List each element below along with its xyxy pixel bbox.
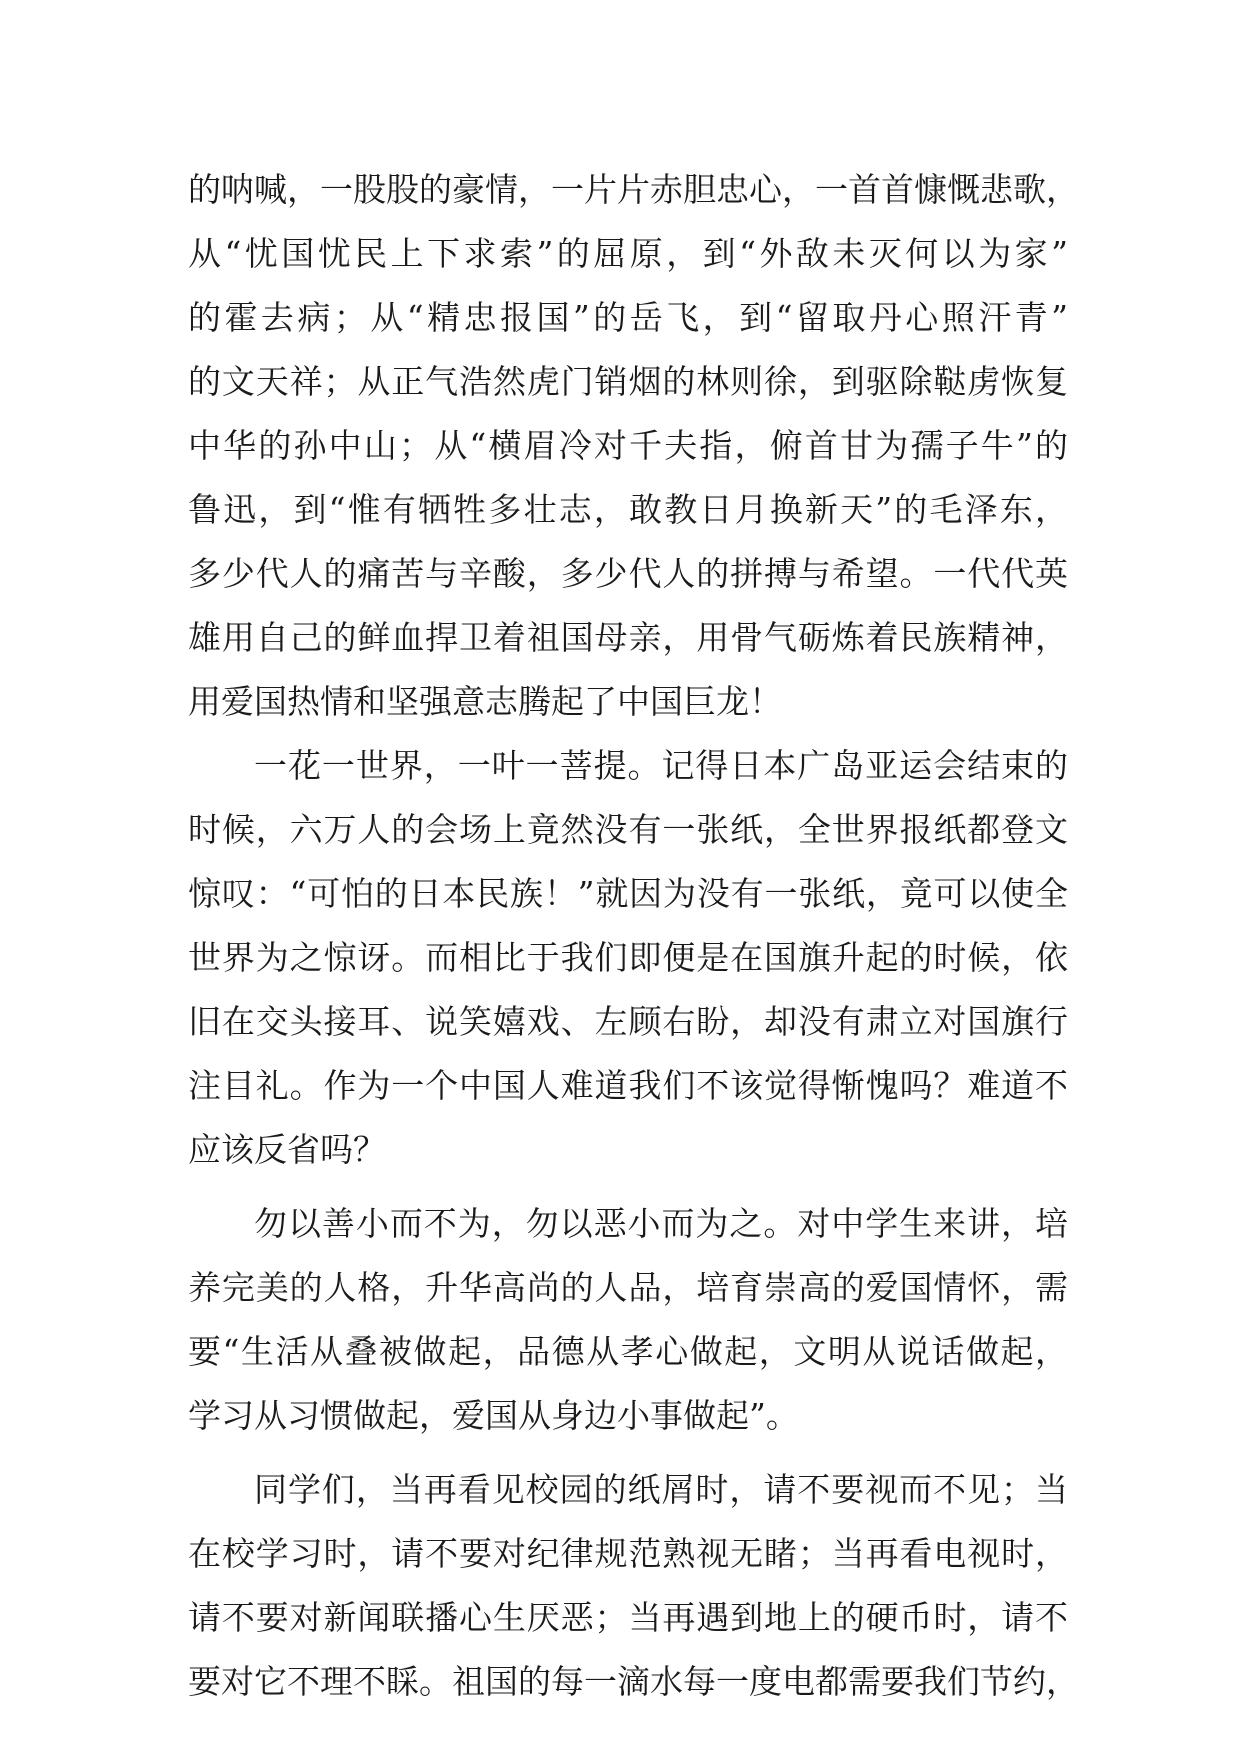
text-line: 多少代人的痛苦与辛酸，多少代人的拼搏与希望。一代代英 [188,554,1068,593]
text-line: 的霍去病；从“精忠报国”的岳飞，到“留取丹心照汗青” [188,298,1068,337]
text-line: 学习从习惯做起，爱国从身边小事做起”。 [188,1396,799,1435]
text-line: 雄用自己的鲜血捍卫着祖国母亲，用骨气砺炼着民族精神， [188,618,1068,657]
text-line: 鲁迅，到“惟有牺牲多壮志，敢教日月换新天”的毛泽东， [188,490,1068,529]
text-line: 世界为之惊讶。而相比于我们即便是在国旗升起的时候，依 [188,938,1068,977]
paragraph-gap [188,1182,1068,1192]
text-line: 从“忧国忧民上下求索”的屈原，到“外敌未灭何以为家” [188,234,1068,273]
text-line: 的呐喊，一股股的豪情，一片片赤胆忠心，一首首慷慨悲歌， [188,170,1079,209]
text-line: 注目礼。作为一个中国人难道我们不该觉得惭愧吗？难道不 [188,1066,1068,1105]
text-line: 勿以善小而不为，勿以恶小而为之。对中学生来讲，培 [254,1204,1068,1243]
text-line: 惊叹：“可怕的日本民族！”就因为没有一张纸，竟可以使全 [188,874,1068,913]
text-line: 要“生活从叠被做起，品德从孝心做起，文明从说话做起， [188,1332,1068,1371]
text-line: 请不要对新闻联播心生厌恶；当再遇到地上的硬币时，请不 [188,1598,1068,1637]
text-line: 中华的孙中山；从“横眉冷对千夫指，俯首甘为孺子牛”的 [188,426,1068,465]
text-line: 用爱国热情和坚强意志腾起了中国巨龙！ [188,682,782,721]
paragraph-3 [188,1192,1068,1448]
paragraph-2 [188,734,1068,1182]
text-line: 要对它不理不睬。祖国的每一滴水每一度电都需要我们节约， [188,1662,1079,1701]
text-line: 一花一世界，一叶一菩提。记得日本广岛亚运会结束的 [254,746,1068,785]
text-line: 旧在交头接耳、说笑嬉戏、左顾右盼，却没有肃立对国旗行 [188,1002,1068,1041]
text-line: 时候，六万人的会场上竟然没有一张纸，全世界报纸都登文 [188,810,1068,849]
body-text [188,158,1079,1714]
text-line: 在校学习时，请不要对纪律规范熟视无睹；当再看电视时， [188,1534,1068,1573]
text-line: 养完美的人格，升华高尚的人品，培育崇高的爱国情怀，需 [188,1268,1068,1307]
text-line: 应该反省吗？ [188,1130,386,1169]
paragraph-gap [188,1448,1068,1458]
text-line: 同学们，当再看见校园的纸屑时，请不要视而不见；当 [254,1470,1068,1509]
text-line: 的文天祥；从正气浩然虎门销烟的林则徐，到驱除鞑虏恢复 [188,362,1068,401]
paragraph-4 [188,1458,1079,1714]
paragraph-1 [188,158,1079,734]
